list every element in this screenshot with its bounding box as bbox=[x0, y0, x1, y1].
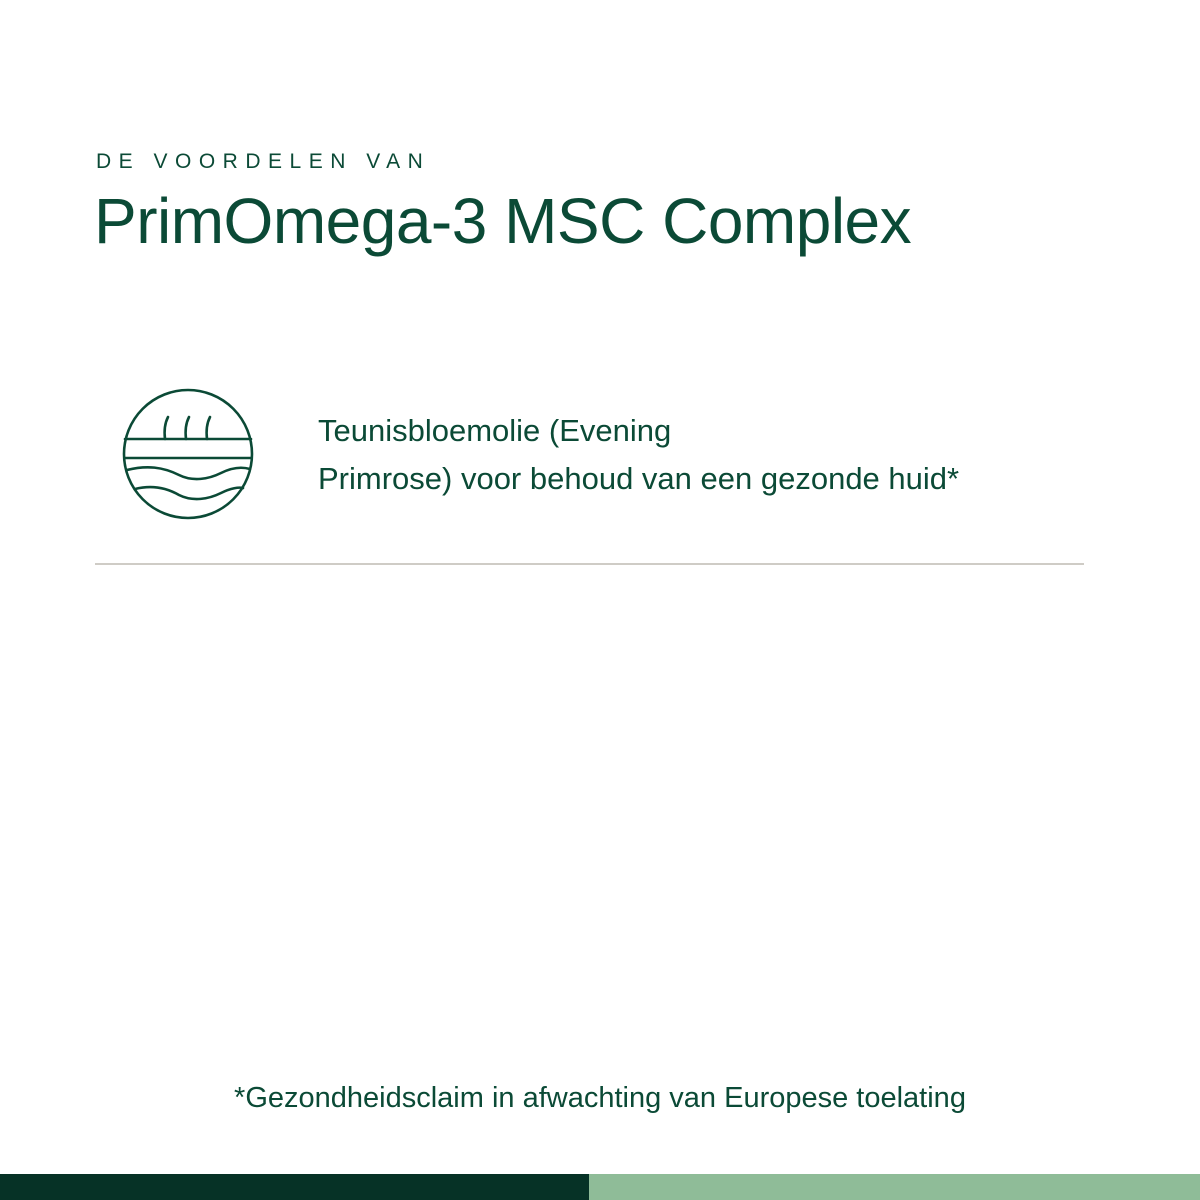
footnote: *Gezondheidsclaim in afwachting van Europese toelating bbox=[234, 1082, 966, 1114]
skin-layers-icon bbox=[121, 387, 255, 521]
footer-bar-dark bbox=[0, 1174, 589, 1200]
benefit-description bbox=[318, 407, 1058, 503]
section-divider bbox=[95, 563, 1084, 565]
benefit-line-1: Teunisbloemolie (Evening bbox=[318, 413, 672, 448]
page-title: PrimOmega-3 MSC Complex bbox=[94, 185, 912, 257]
footer-bar-light bbox=[589, 1174, 1200, 1200]
benefit-line-2: Primrose) voor behoud van een gezonde huid* bbox=[318, 461, 960, 496]
eyebrow-label: DE VOORDELEN VAN bbox=[96, 150, 431, 173]
